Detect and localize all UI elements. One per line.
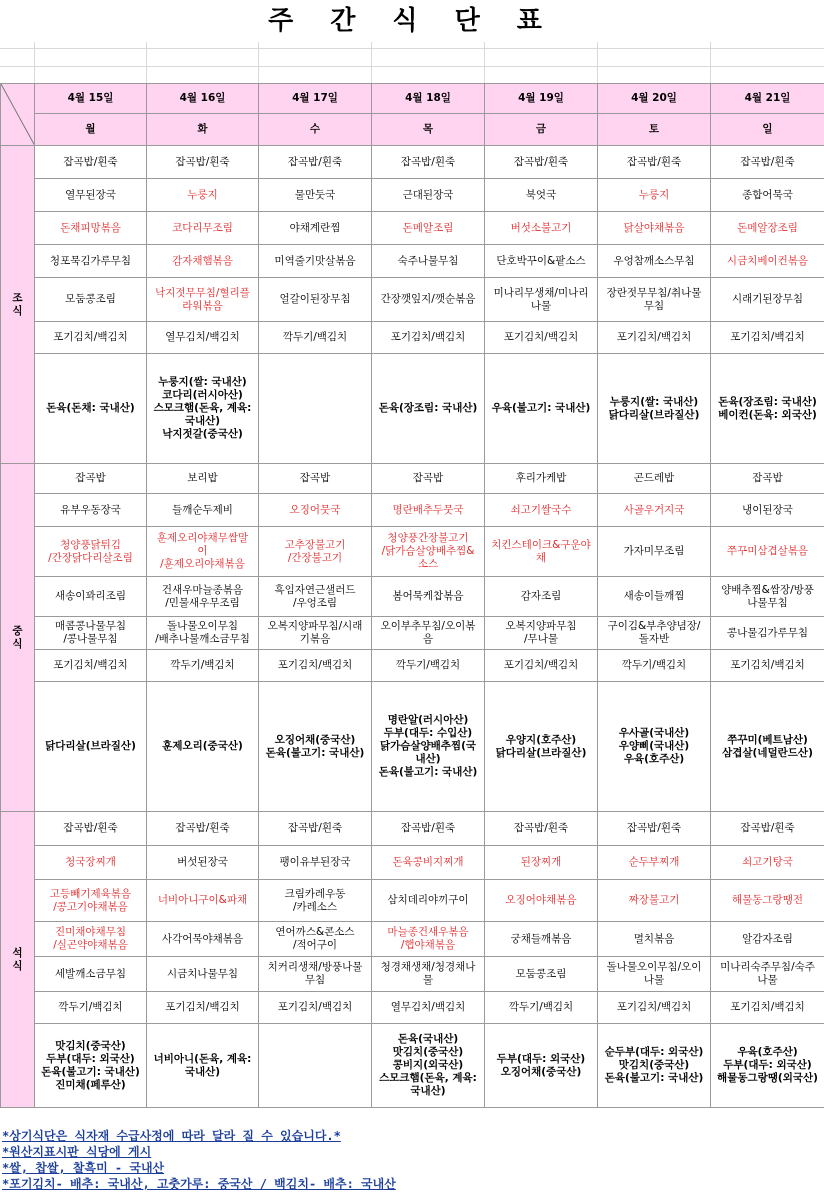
menu-item-cell: 간장깻잎지/깻순볶음: [372, 278, 485, 322]
menu-item-cell: 버섯된장국: [147, 846, 259, 880]
menu-item-cell: 누룽지: [598, 179, 711, 212]
menu-item-cell: 돈메알장조림: [711, 212, 824, 245]
date-cell: 4월 19일: [485, 84, 598, 114]
menu-item-cell: 포기김치/백김치: [711, 322, 824, 354]
breakfast-row: [1, 278, 824, 322]
breakfast-label: 조 식: [1, 146, 35, 464]
menu-item-cell: 돌나물오이무침 /배추나물깨소금무침: [147, 617, 259, 650]
menu-item-cell: 낙지젓무무침/혈리플 라워볶음: [147, 278, 259, 322]
origin-cell: 닭다리살(브라질산): [35, 682, 147, 812]
origin-cell: 돈육(돈채: 국내산): [35, 354, 147, 464]
menu-item-cell: 누룽지: [147, 179, 259, 212]
menu-item-cell: 구이김&부추양념장/ 돌자반: [598, 617, 711, 650]
menu-item-cell: 양배추찜&쌈장/방풍 나물무침: [711, 577, 824, 617]
menu-item-cell: 돈채피망볶음: [35, 212, 147, 245]
menu-item-cell: 잡곡밥/흰죽: [485, 812, 598, 846]
menu-item-cell: 훈제오리야채무쌈말 이 /훈제오리야채볶음: [147, 527, 259, 577]
day-cell: 월: [35, 114, 147, 146]
menu-item-cell: 명란배추두뭇국: [372, 494, 485, 527]
menu-item-cell: 열무김치/백김치: [372, 992, 485, 1024]
day-cell: 목: [372, 114, 485, 146]
menu-item-cell: 잡곡밥/흰죽: [598, 146, 711, 179]
menu-item-cell: 장란젓무무침/취나물 무침: [598, 278, 711, 322]
menu-item-cell: 모둠콩조림: [485, 957, 598, 992]
menu-item-cell: 야채계란찜: [259, 212, 372, 245]
spreadsheet-grid: [0, 42, 824, 83]
dinner-row: [1, 922, 824, 957]
menu-item-cell: 삼치데리야끼구이: [372, 880, 485, 922]
menu-item-cell: 잡곡밥: [711, 464, 824, 494]
menu-item-cell: 후리가케밥: [485, 464, 598, 494]
menu-item-cell: 사각어묵야채볶음: [147, 922, 259, 957]
menu-item-cell: 미나리숙주무침/숙주 나물: [711, 957, 824, 992]
menu-item-cell: 잡곡밥/흰죽: [35, 146, 147, 179]
origin-cell: 훈제오리(중국산): [147, 682, 259, 812]
menu-item-cell: 미나리무생채/미나리 나물: [485, 278, 598, 322]
menu-item-cell: 종합어묵국: [711, 179, 824, 212]
menu-item-cell: 건새우마늘종볶음 /민물새우무조림: [147, 577, 259, 617]
menu-item-cell: 시금치베이컨볶음: [711, 245, 824, 278]
lunch-row: [1, 650, 824, 682]
footnote: *쌀, 찹쌀, 찰흑미 - 국내산: [2, 1161, 165, 1175]
menu-item-cell: 쭈꾸미삼겹살볶음: [711, 527, 824, 577]
menu-item-cell: 감자조림: [485, 577, 598, 617]
dinner-row: [1, 812, 824, 846]
menu-item-cell: 잡곡밥/흰죽: [147, 812, 259, 846]
menu-item-cell: 깍두기/백김치: [598, 650, 711, 682]
origin-cell: 두부(대두: 외국산) 오징어채(중국산): [485, 1024, 598, 1108]
day-cell: 토: [598, 114, 711, 146]
menu-item-cell: 포기김치/백김치: [259, 650, 372, 682]
origin-cell: 누룽지(쌀: 국내산) 닭다리살(브라질산): [598, 354, 711, 464]
dinner-label: 석 식: [1, 812, 35, 1108]
weekly-menu-table: [0, 83, 824, 1108]
breakfast-row: [1, 245, 824, 278]
origin-cell: 명란알(러시아산) 두부(대두: 수입산) 닭가슴살양배추찜(국 내산) 돈육(불고기: 국내산): [372, 682, 485, 812]
lunch-row: [1, 617, 824, 650]
menu-item-cell: 곤드레밥: [598, 464, 711, 494]
origin-cell: 우양지(호주산) 닭다리살(브라질산): [485, 682, 598, 812]
menu-item-cell: 포기김치/백김치: [372, 322, 485, 354]
menu-item-cell: 궁채들깨볶음: [485, 922, 598, 957]
menu-item-cell: 포기김치/백김치: [485, 322, 598, 354]
breakfast-row: [1, 354, 824, 464]
origin-cell: 우사골(국내산) 우양삐(국내산) 우육(호주산): [598, 682, 711, 812]
menu-item-cell: 깍두기/백김치: [372, 650, 485, 682]
menu-item-cell: 봄어묵케찹볶음: [372, 577, 485, 617]
menu-item-cell: 오징어뭇국: [259, 494, 372, 527]
menu-item-cell: 흑임자연근샐러드 /우엉조림: [259, 577, 372, 617]
menu-item-cell: 깍두기/백김치: [485, 992, 598, 1024]
menu-item-cell: 고등빼기제육볶음 /콩고기야채볶음: [35, 880, 147, 922]
menu-item-cell: 단호박꾸이&팥소스: [485, 245, 598, 278]
origin-cell: 돈육(장조림: 국내산) 베이컨(돈육: 외국산): [711, 354, 824, 464]
menu-item-cell: 세발깨소금무침: [35, 957, 147, 992]
day-header-row: [1, 114, 824, 146]
dinner-row: [1, 880, 824, 922]
day-cell: 화: [147, 114, 259, 146]
menu-item-cell: 청포묵김가루무침: [35, 245, 147, 278]
menu-item-cell: 근대된장국: [372, 179, 485, 212]
lunch-row: [1, 494, 824, 527]
menu-item-cell: 포기김치/백김치: [147, 992, 259, 1024]
menu-item-cell: 포기김치/백김치: [35, 650, 147, 682]
origin-cell: 순두부(대두: 외국산) 맛김치(중국산) 돈육(불고기: 국내산): [598, 1024, 711, 1108]
menu-item-cell: 매콤콩나물무침 /콩나물무침: [35, 617, 147, 650]
menu-item-cell: 미역줄기맛살볶음: [259, 245, 372, 278]
menu-item-cell: 돈메알조림: [372, 212, 485, 245]
date-cell: 4월 17일: [259, 84, 372, 114]
menu-item-cell: 콩나물김가루무침: [711, 617, 824, 650]
footnote: *포기김치- 배추: 국내산, 고춧가루: 중국산 / 백김치- 배추: 국내산: [2, 1177, 396, 1191]
breakfast-row: [1, 322, 824, 354]
menu-item-cell: 잡곡밥: [372, 464, 485, 494]
menu-item-cell: 청국장찌개: [35, 846, 147, 880]
menu-item-cell: 잡곡밥/흰죽: [147, 146, 259, 179]
footnote: *원산지표시판 식당에 게시: [2, 1145, 152, 1159]
menu-item-cell: 치킨스테이크&구운야 채: [485, 527, 598, 577]
menu-item-cell: 버섯소불고기: [485, 212, 598, 245]
menu-item-cell: 잡곡밥/흰죽: [35, 812, 147, 846]
menu-item-cell: 새송이들깨찜: [598, 577, 711, 617]
menu-item-cell: 청양풍간장불고기 /닭가슴살양배추찜& 소스: [372, 527, 485, 577]
dinner-row: [1, 1024, 824, 1108]
menu-item-cell: 돌나물오이무침/오이 나물: [598, 957, 711, 992]
lunch-row: [1, 577, 824, 617]
menu-item-cell: 우엉참깨소스무침: [598, 245, 711, 278]
menu-item-cell: 오이부추무침/오이볶 음: [372, 617, 485, 650]
date-cell: 4월 18일: [372, 84, 485, 114]
date-cell: 4월 20일: [598, 84, 711, 114]
dinner-row: [1, 992, 824, 1024]
origin-cell: 오징어채(중국산) 돈육(불고기: 국내산): [259, 682, 372, 812]
menu-item-cell: 알감자조림: [711, 922, 824, 957]
origin-cell: [259, 354, 372, 464]
lunch-row: [1, 682, 824, 812]
menu-item-cell: 잡곡밥/흰죽: [711, 146, 824, 179]
menu-item-cell: 잡곡밥: [35, 464, 147, 494]
origin-cell: 우육(호주산) 두부(대두: 외국산) 해물동그랑땡(외국산): [711, 1024, 824, 1108]
origin-cell: 돈육(장조림: 국내산): [372, 354, 485, 464]
menu-item-cell: 오복지양파무침 /무나물: [485, 617, 598, 650]
menu-item-cell: 포기김치/백김치: [711, 992, 824, 1024]
menu-item-cell: 돈육콩비지찌개: [372, 846, 485, 880]
menu-item-cell: 잡곡밥/흰죽: [485, 146, 598, 179]
origin-cell: [259, 1024, 372, 1108]
menu-item-cell: 깍두기/백김치: [147, 650, 259, 682]
menu-item-cell: 감자채햄볶음: [147, 245, 259, 278]
dinner-row: [1, 957, 824, 992]
menu-item-cell: 크림카레우동 /카레소스: [259, 880, 372, 922]
page-title: 주 간 식 단 표: [268, 6, 556, 36]
menu-item-cell: 된장찌개: [485, 846, 598, 880]
breakfast-row: [1, 146, 824, 179]
menu-item-cell: 보리밥: [147, 464, 259, 494]
date-cell: 4월 16일: [147, 84, 259, 114]
menu-item-cell: 마늘종건새우볶음 /햅야채볶음: [372, 922, 485, 957]
origin-cell: 돈육(국내산) 맛김치(중국산) 콩비지(외국산) 스모크햄(돈육, 계육: 국내산): [372, 1024, 485, 1108]
menu-item-cell: 포기김치/백김치: [598, 992, 711, 1024]
origin-cell: 맛김치(중국산) 두부(대두: 외국산) 돈육(불고기: 국내산) 진미채(페루산): [35, 1024, 147, 1108]
menu-item-cell: 쇠고기쌀국수: [485, 494, 598, 527]
menu-item-cell: 포기김치/백김치: [485, 650, 598, 682]
menu-item-cell: 열무된장국: [35, 179, 147, 212]
menu-item-cell: 청경채생채/청경채나 물: [372, 957, 485, 992]
menu-item-cell: 포기김치/백김치: [259, 992, 372, 1024]
menu-item-cell: 얼갈이된장무침: [259, 278, 372, 322]
menu-item-cell: 연어까스&콘소스 /적어구이: [259, 922, 372, 957]
menu-item-cell: 열무김치/백김치: [147, 322, 259, 354]
date-cell: 4월 15일: [35, 84, 147, 114]
lunch-row: [1, 527, 824, 577]
lunch-row: [1, 464, 824, 494]
menu-item-cell: 잡곡밥/흰죽: [259, 146, 372, 179]
menu-item-cell: 가자미무조림: [598, 527, 711, 577]
corner-diagonal: [1, 84, 35, 146]
menu-item-cell: 오징어야채볶음: [485, 880, 598, 922]
origin-cell: 쭈꾸미(베트남산) 삼겹살(네덜란드산): [711, 682, 824, 812]
menu-item-cell: 짜장불고기: [598, 880, 711, 922]
menu-item-cell: 잡곡밥: [259, 464, 372, 494]
menu-item-cell: 코다리무조림: [147, 212, 259, 245]
menu-item-cell: 시금치나물무침: [147, 957, 259, 992]
date-cell: 4월 21일: [711, 84, 824, 114]
menu-item-cell: 숙주나물무침: [372, 245, 485, 278]
menu-item-cell: 해물동그랑땡전: [711, 880, 824, 922]
menu-item-cell: 오복지양파무침/시래 기볶음: [259, 617, 372, 650]
day-cell: 수: [259, 114, 372, 146]
menu-item-cell: 시래기된장무침: [711, 278, 824, 322]
menu-item-cell: 순두부찌개: [598, 846, 711, 880]
menu-item-cell: 잡곡밥/흰죽: [598, 812, 711, 846]
menu-item-cell: 멸치볶음: [598, 922, 711, 957]
menu-item-cell: 들깨순두제비: [147, 494, 259, 527]
footnotes: [2, 1128, 822, 1192]
menu-item-cell: 포기김치/백김치: [35, 322, 147, 354]
day-cell: 금: [485, 114, 598, 146]
menu-item-cell: 닭살야채볶음: [598, 212, 711, 245]
menu-item-cell: 잡곡밥/흰죽: [372, 146, 485, 179]
menu-item-cell: 모둠콩조림: [35, 278, 147, 322]
breakfast-row: [1, 212, 824, 245]
menu-item-cell: 포기김치/백김치: [711, 650, 824, 682]
menu-item-cell: 치커리생채/방풍나물 무침: [259, 957, 372, 992]
menu-item-cell: 팽이유부된장국: [259, 846, 372, 880]
menu-item-cell: 냉이된장국: [711, 494, 824, 527]
menu-item-cell: 깍두기/백김치: [35, 992, 147, 1024]
menu-item-cell: 새송이꽈리조림: [35, 577, 147, 617]
menu-item-cell: 깍두기/백김치: [259, 322, 372, 354]
menu-item-cell: 포기김치/백김치: [598, 322, 711, 354]
day-cell: 일: [711, 114, 824, 146]
lunch-label: 중 식: [1, 464, 35, 812]
menu-item-cell: 잡곡밥/흰죽: [372, 812, 485, 846]
menu-item-cell: 물만둣국: [259, 179, 372, 212]
menu-item-cell: 청양풍닭튀김 /간장닭다리살조림: [35, 527, 147, 577]
menu-item-cell: 고추장불고기 /간장불고기: [259, 527, 372, 577]
footnote: *상기식단은 식자재 수급사정에 따라 달라 질 수 있습니다.*: [2, 1129, 341, 1143]
menu-item-cell: 진미채야채무침 /실곤약야채볶음: [35, 922, 147, 957]
menu-item-cell: 북엇국: [485, 179, 598, 212]
menu-item-cell: 사골우거지국: [598, 494, 711, 527]
origin-cell: 너비아니(돈육, 계육: 국내산): [147, 1024, 259, 1108]
date-header-row: [1, 84, 824, 114]
menu-item-cell: 너비아니구이&파채: [147, 880, 259, 922]
menu-item-cell: 쇠고기탕국: [711, 846, 824, 880]
dinner-row: [1, 846, 824, 880]
breakfast-row: [1, 179, 824, 212]
origin-cell: 누룽지(쌀: 국내산) 코다리(러시아산) 스모크햄(돈육, 계육: 국내산) 낙지젓갈(중국산): [147, 354, 259, 464]
menu-item-cell: 유부우동장국: [35, 494, 147, 527]
origin-cell: 우육(불고기: 국내산): [485, 354, 598, 464]
menu-item-cell: 잡곡밥/흰죽: [259, 812, 372, 846]
corner-cell: [1, 84, 35, 146]
menu-item-cell: 잡곡밥/흰죽: [711, 812, 824, 846]
